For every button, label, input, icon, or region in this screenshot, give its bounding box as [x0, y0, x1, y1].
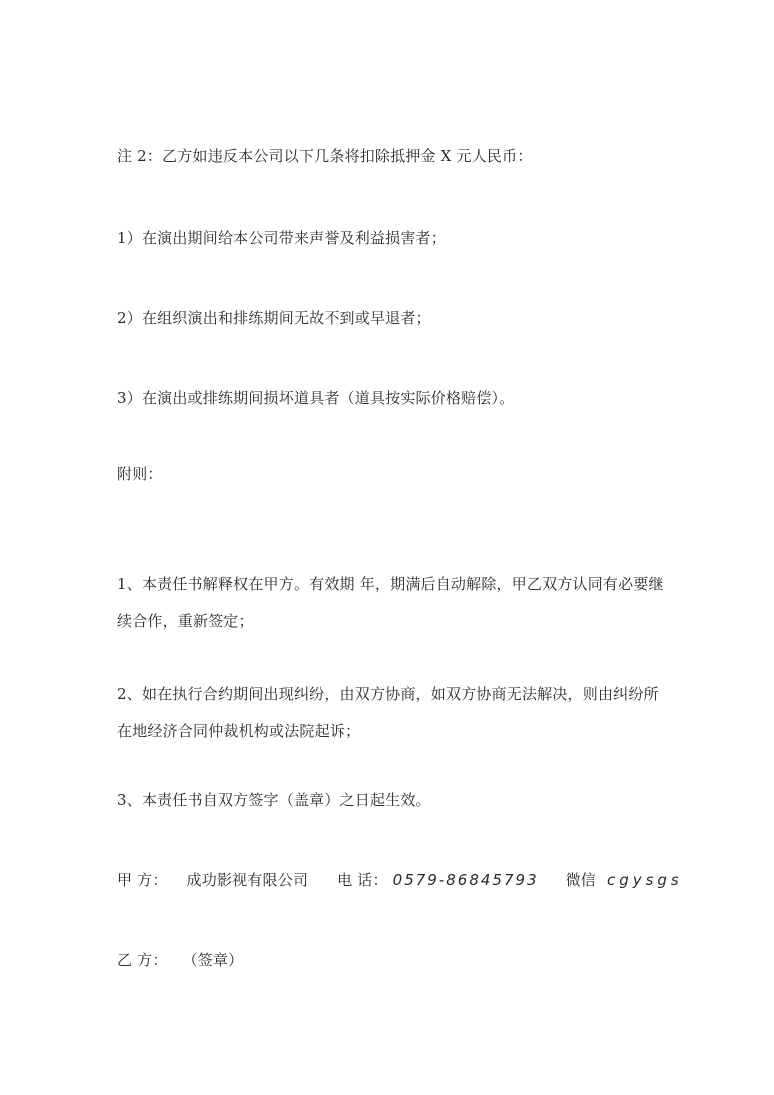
- phone-number: 0579-86845793: [392, 871, 539, 889]
- note-2: 注 2：乙方如违反本公司以下几条将扣除抵押金 X 元人民币：: [117, 147, 533, 165]
- party-a-name: 成功影视有限公司: [186, 871, 309, 889]
- rule-2: 2）在组织演出和排练期间无故不到或早退者；: [117, 309, 431, 327]
- wechat-label: 微信: [565, 871, 596, 889]
- appendix-item-1: 1、本责任书解释权在甲方。有效期 年，期满后自动解除，甲乙双方认同有必要继续合作，重新签定；: [117, 575, 664, 630]
- party-b-row: [117, 950, 674, 970]
- phone-label: 电 话：: [337, 871, 388, 889]
- party-a-label: 甲 方：: [117, 871, 168, 889]
- party-b-signature: （签章）: [182, 951, 244, 969]
- wechat-id: cgysgs: [606, 871, 683, 889]
- rule-3: 3）在演出或排练期间损坏道具者（道具按实际价格赔偿）。: [117, 389, 515, 407]
- party-a-row: [117, 870, 683, 890]
- appendix-item-3: 3、本责任书自双方签字（盖章）之日起生效。: [117, 791, 431, 809]
- appendix-title: 附则：: [117, 465, 163, 483]
- rule-1: 1）在演出期间给本公司带来声誉及利益损害者；: [117, 229, 446, 247]
- appendix-item-2: 2、如在执行合约期间出现纠纷，由双方协商，如双方协商无法解决，则由纠纷所在地经济合同仲裁机构或法院起诉；: [117, 685, 659, 740]
- party-b-label: 乙 方：: [117, 951, 168, 969]
